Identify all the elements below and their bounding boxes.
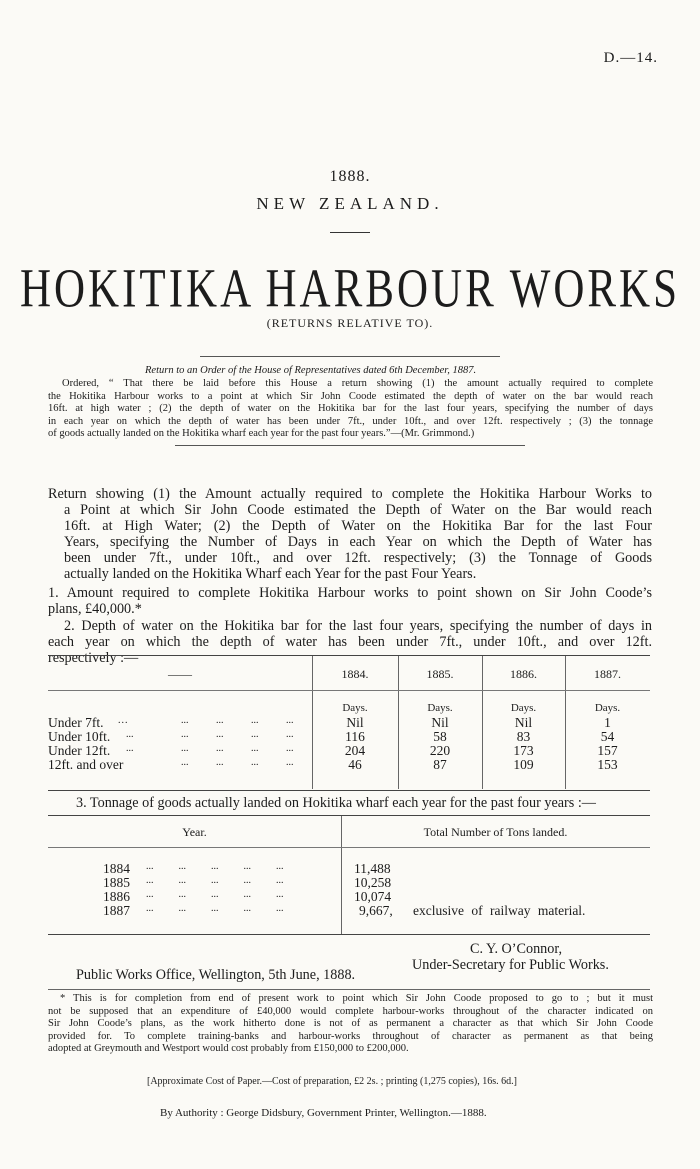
footnote-line: * This is for completion from end of present work to point which Sir John Coode proposed to go to ; but it must	[60, 993, 653, 1004]
unit-label: Days.	[342, 702, 368, 714]
row-leader: ... ... ... ...	[181, 715, 294, 726]
tons-cell: 9,667,	[359, 903, 393, 918]
return-line: been under 7ft., under 10ft., and over 12ft. respectively; (3) the Tonnage of Goods	[64, 550, 652, 566]
title-divider	[330, 232, 370, 233]
table-row	[48, 875, 650, 889]
item-3-text: 3. Tonnage of goods actually landed on Hokitika wharf each year for the past four years :—	[76, 795, 596, 811]
tons-cell: 10,258	[354, 875, 392, 890]
row-label: 12ft. and over	[48, 757, 124, 772]
table-row	[48, 729, 650, 743]
unit-label: Days.	[427, 702, 453, 714]
cell-value: 220	[429, 743, 451, 758]
year-column-header: 1885.	[426, 667, 454, 681]
row-leader: ... ... ... ...	[181, 729, 294, 740]
item-2-text: 2. Depth of water on the Hokitika bar for the last four years, specifying the number of days in	[64, 618, 652, 634]
row-leader: ... ... ... ... ...	[146, 889, 284, 900]
cell-value: 173	[513, 743, 534, 758]
cell-value: Nil	[346, 715, 364, 730]
tons-cell: 10,074	[354, 889, 392, 904]
page-reference: D.—14.	[603, 50, 658, 66]
year-cell: 1884	[103, 861, 130, 876]
unit-label: Days.	[594, 702, 621, 714]
item-1-text: 1. Amount required to complete Hokitika Harbour works to point shown on Sir John Coode’s	[48, 585, 652, 601]
cell-value: 204	[344, 743, 366, 758]
cell-value: 157	[597, 743, 618, 758]
document-title: HOKITIKA HARBOUR WORKS	[19, 259, 681, 320]
row-leader: ... ... ... ... ...	[146, 861, 284, 872]
tons-note: exclusive of railway material.	[413, 903, 586, 918]
cell-value: Nil	[431, 715, 449, 730]
row-label: Under 10ft.	[48, 729, 111, 744]
row-leader: ... ... ... ...	[181, 757, 294, 768]
year-column-header: 1886.	[510, 667, 537, 681]
place-and-date: Public Works Office, Wellington, 5th June, 1888.	[76, 967, 356, 983]
row-leader: ...	[118, 715, 129, 726]
year-column-header: Year.	[182, 825, 207, 839]
cell-value: 109	[513, 757, 534, 772]
document-subtitle: (RETURNS RELATIVE TO).	[266, 316, 434, 330]
order-bottom-rule	[175, 445, 525, 446]
order-line: the Hokitika Harbour works to a point at which Sir John Coode estimated the depth of water on the bar would reach	[48, 390, 653, 402]
return-line: actually landed on the Hokitika Wharf each Year for the past Four Years.	[64, 566, 477, 582]
return-line: Return showing (1) the Amount actually required to complete the Hokitika Harbour Works to	[48, 486, 652, 502]
row-leader: ...	[126, 743, 134, 754]
return-line: Years, specifying the Number of Days in each Year on which the Depth of Water has	[64, 534, 652, 550]
country-heading: NEW ZEALAND.	[256, 194, 444, 213]
cell-value: 83	[516, 729, 531, 744]
tonnage-table	[48, 816, 650, 934]
row-leader: ... ... ... ... ...	[146, 875, 284, 886]
footnote-line: Sir John Coode’s plans, as the work hitherto done is not of as permanent a character as that which Sir John Coode	[48, 1018, 653, 1030]
table-row	[48, 861, 650, 875]
depth-table	[48, 656, 650, 789]
unit-label: Days.	[510, 702, 537, 714]
order-line: Ordered, “ That there be laid before this House a return showing (1) the amount actually required to complete	[62, 378, 653, 389]
table-row	[48, 903, 650, 917]
table-row	[48, 889, 650, 903]
footnote-line: provided for. To complete training-banks and harbour-works throughout of character as permanent as that being	[48, 1030, 653, 1042]
cost-note: [Approximate Cost of Paper.—Cost of preparation, £2 2s. ; printing (1,275 copies), 16s. 6d.]	[147, 1076, 517, 1087]
cell-value: 46	[348, 757, 362, 772]
table-row	[48, 757, 650, 771]
item-1-amount: plans, £40,000.*	[48, 601, 142, 617]
year-column-header: 1884.	[341, 667, 369, 681]
row-leader: ... ... ... ... ...	[146, 903, 284, 914]
year-cell: 1886	[103, 889, 130, 904]
return-line: a Point at which Sir John Coode estimated the Depth of Water on the Bar would reach	[64, 502, 652, 518]
return-line: 16ft. at High Water; (2) the Depth of Water on the Hokitika Bar for the last Four	[64, 518, 652, 534]
signatory-office: Under-Secretary for Public Works.	[412, 957, 609, 973]
cell-value: 1	[604, 715, 611, 730]
tons-cell: 11,488	[354, 861, 391, 876]
row-label: Under 7ft.	[48, 715, 104, 730]
order-intro: Return to an Order of the House of Representatives dated 6th December, 1887.	[145, 365, 477, 376]
footnote-line: adopted at Greymouth and Westport would cost probably from £150,000 to £200,000.	[48, 1043, 409, 1055]
cell-value: 116	[345, 729, 365, 744]
signatory-name: C. Y. O’Connor,	[470, 941, 563, 957]
printer-imprint: By Authority : George Didsbury, Government Printer, Wellington.—1888.	[160, 1107, 487, 1119]
cell-value: 58	[433, 729, 447, 744]
year-column-header: 1887.	[594, 667, 621, 681]
cell-value: 153	[597, 757, 618, 772]
order-line: of goods actually landed on the Hokitika wharf each year for the past four years.”—(Mr. Grimmond.)	[48, 428, 475, 440]
tonnage-table-bottom-rule	[48, 934, 650, 935]
row-label: Under 12ft.	[48, 743, 111, 758]
tons-column-header: Total Number of Tons landed.	[423, 825, 568, 839]
table-row	[48, 743, 650, 757]
item-2-text: each year on which the depth of water has been under 7ft., under 10ft., and over 12ft.	[48, 634, 652, 650]
footnote-rule	[48, 989, 650, 990]
order-line: 16ft. at high water ; (2) the depth of water on the Hokitika bar for the last four years, specifying the number of days	[48, 403, 653, 415]
footnote-line: not be supposed that an expenditure of £40,000 would complete harbour-works throughout of the character indicated on	[48, 1005, 653, 1017]
depth-table-corner: ——	[168, 667, 192, 681]
year-cell: 1885	[103, 875, 130, 890]
item-2-text: respectively :—	[48, 650, 139, 666]
year-cell: 1887	[103, 903, 130, 918]
table-row	[48, 715, 650, 729]
depth-table-bottom-rule	[48, 790, 650, 791]
year-heading: 1888.	[329, 168, 371, 185]
cell-value: Nil	[514, 715, 533, 730]
cell-value: 54	[600, 729, 615, 744]
row-leader: ... ... ... ...	[181, 743, 294, 754]
order-top-rule	[200, 356, 500, 357]
row-leader: ...	[126, 729, 134, 740]
order-line: in each year on which the depth of water has been under 7ft., under 10ft., and over 12ft. respectively ; (3) the tonnage	[48, 415, 653, 427]
cell-value: 87	[433, 757, 447, 772]
